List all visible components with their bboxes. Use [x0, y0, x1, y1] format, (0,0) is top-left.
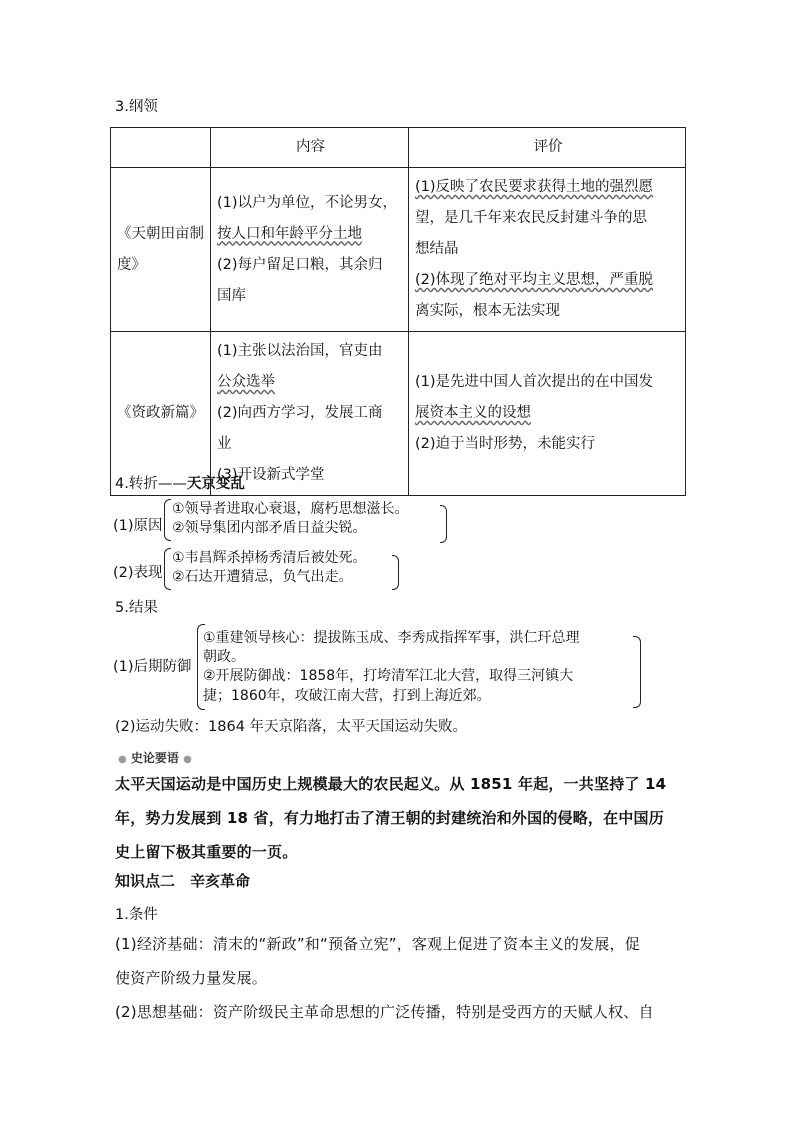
economic-basis-line: (1)经济基础：清末的“新政”和“预备立宪”，客观上促进了资本主义的发展，促 — [115, 935, 640, 953]
section-4-heading-num: 4.转折—— — [115, 476, 187, 492]
section-5-heading: 5.结果 — [115, 600, 158, 616]
expression-item: ②石达开遭猜忌，负气出走。 — [172, 569, 353, 585]
row1-content-line: (2)每户留足口粮，其余归 — [217, 256, 383, 273]
row1-eval-line — [415, 265, 681, 296]
row1-content-line: 国库 — [217, 287, 246, 304]
row1-eval-line — [415, 172, 681, 203]
cause-right-brace — [440, 505, 447, 543]
cause-left-brace — [164, 499, 171, 541]
shilun-line: 史上留下极其重要的一页。 — [115, 843, 298, 861]
ideological-basis-line: (2)思想基础：资产阶级民主革命思想的广泛传播，特别是受西方的天赋人权、自 — [115, 1003, 654, 1021]
row1-content-line-text: 按人口和年龄平分土地 — [217, 225, 362, 242]
failure-line: (2)运动失败：1864 年天京陷落，太平天国运动失败。 — [115, 719, 468, 735]
shilun-line: 年，势力发展到 18 省，有力地打击了清王朝的封建统治和外国的侵略，在中国历 — [115, 809, 664, 827]
row-title-zizheng: 《资政新篇》 — [111, 332, 211, 496]
cause-item: ①领导者进取心衰退，腐朽思想滋长。 — [172, 501, 409, 517]
expression-left-brace — [164, 548, 171, 590]
expression-right-brace — [392, 555, 399, 590]
defense-line: 朝政。 — [203, 649, 245, 665]
row2-eval-line-text: 展资本主义的设想 — [415, 405, 531, 421]
row2-content-cell — [211, 332, 409, 496]
cause-item: ②领导集团内部矛盾日益尖锐。 — [172, 520, 367, 536]
expression-item: ①韦昌辉杀掉杨秀清后被处死。 — [172, 550, 367, 566]
knowledge-point-2-heading: 知识点二 辛亥革命 — [115, 872, 251, 890]
row2-eval-cell — [409, 332, 686, 496]
table-row — [111, 168, 686, 332]
defense-right-brace — [633, 636, 641, 708]
row1-eval-line: 望，是几千年来农民反封建斗争的思 — [415, 210, 647, 226]
defense-line-text: ②开展防御战：1858年，打垮清军江北大营，取得三河镇大 — [203, 668, 574, 684]
section-3-heading: 3.纲领 — [115, 99, 158, 115]
defense-line: 捷；1860年，攻破江南大营，打到上海近郊。 — [203, 688, 491, 704]
row1-eval-line-text: (1)反映了农民要求获得土地的强烈愿 — [415, 179, 654, 195]
shilun-line: 太平天国运动是中国历史上规模最大的农民起义。从 1851 年起，一共坚持了 14 — [115, 775, 667, 793]
row-title-text: 《天朝田亩制度》 — [117, 225, 204, 273]
ideological-basis — [115, 995, 690, 1029]
row1-eval-line: 想结晶 — [415, 241, 459, 257]
defense-line — [203, 628, 580, 648]
cause-label: (1)原因 — [113, 518, 163, 534]
row-title-tianchao — [111, 168, 211, 332]
row2-content-line: 业 — [217, 436, 232, 452]
row2-content-line: (3)开设新式学堂 — [217, 467, 325, 483]
row1-content-line: (1)以户为单位，不论男女， — [217, 194, 398, 211]
economic-basis-line: 使资产阶级力量发展。 — [115, 969, 268, 987]
conditions-heading: 1.条件 — [115, 907, 158, 923]
shilun-paragraph — [115, 767, 690, 869]
section-4-heading — [115, 473, 245, 495]
defense-line-text: ①重建领导核心：提拔陈玉成、李秀成指挥军事，洪仁玕总理 — [203, 630, 580, 646]
row1-eval-line: 离实际，根本无法实现 — [415, 303, 560, 319]
shilun-label-text: 史论要语 — [130, 751, 179, 765]
row1-eval-line-text: (2)体现了绝对平均主义思想，严重脱 — [415, 272, 654, 288]
row1-content-cell — [211, 168, 409, 332]
program-table — [110, 127, 686, 496]
row2-eval-line: (2)迫于当时形势，未能实行 — [415, 436, 596, 452]
economic-basis — [115, 927, 690, 995]
section-4-heading-bold: 天京变乱 — [186, 476, 245, 492]
row1-eval-cell — [409, 168, 686, 332]
defense-label: (1)后期防御 — [113, 659, 192, 675]
expression-label: (2)表现 — [113, 565, 163, 581]
row2-eval-line — [415, 398, 681, 429]
row2-content-line: (2)向西方学习，发展工商 — [217, 405, 383, 421]
row1-content-line — [217, 219, 404, 250]
dot-icon: ● — [183, 754, 192, 765]
defense-line — [203, 666, 573, 686]
table-corner-cell — [111, 128, 211, 168]
row2-content-line-text: 公众选举 — [217, 374, 275, 390]
row2-content-line: (1)主张以法治国，官吏由 — [217, 343, 383, 359]
row2-content-line — [217, 367, 404, 398]
table-row — [111, 332, 686, 496]
header-evaluation: 评价 — [409, 128, 686, 168]
row2-eval-line: (1)是先进中国人首次提出的在中国发 — [415, 374, 654, 390]
table-header-row — [111, 128, 686, 168]
shilun-label — [118, 749, 192, 766]
dot-icon: ● — [118, 754, 127, 765]
header-content: 内容 — [211, 128, 409, 168]
